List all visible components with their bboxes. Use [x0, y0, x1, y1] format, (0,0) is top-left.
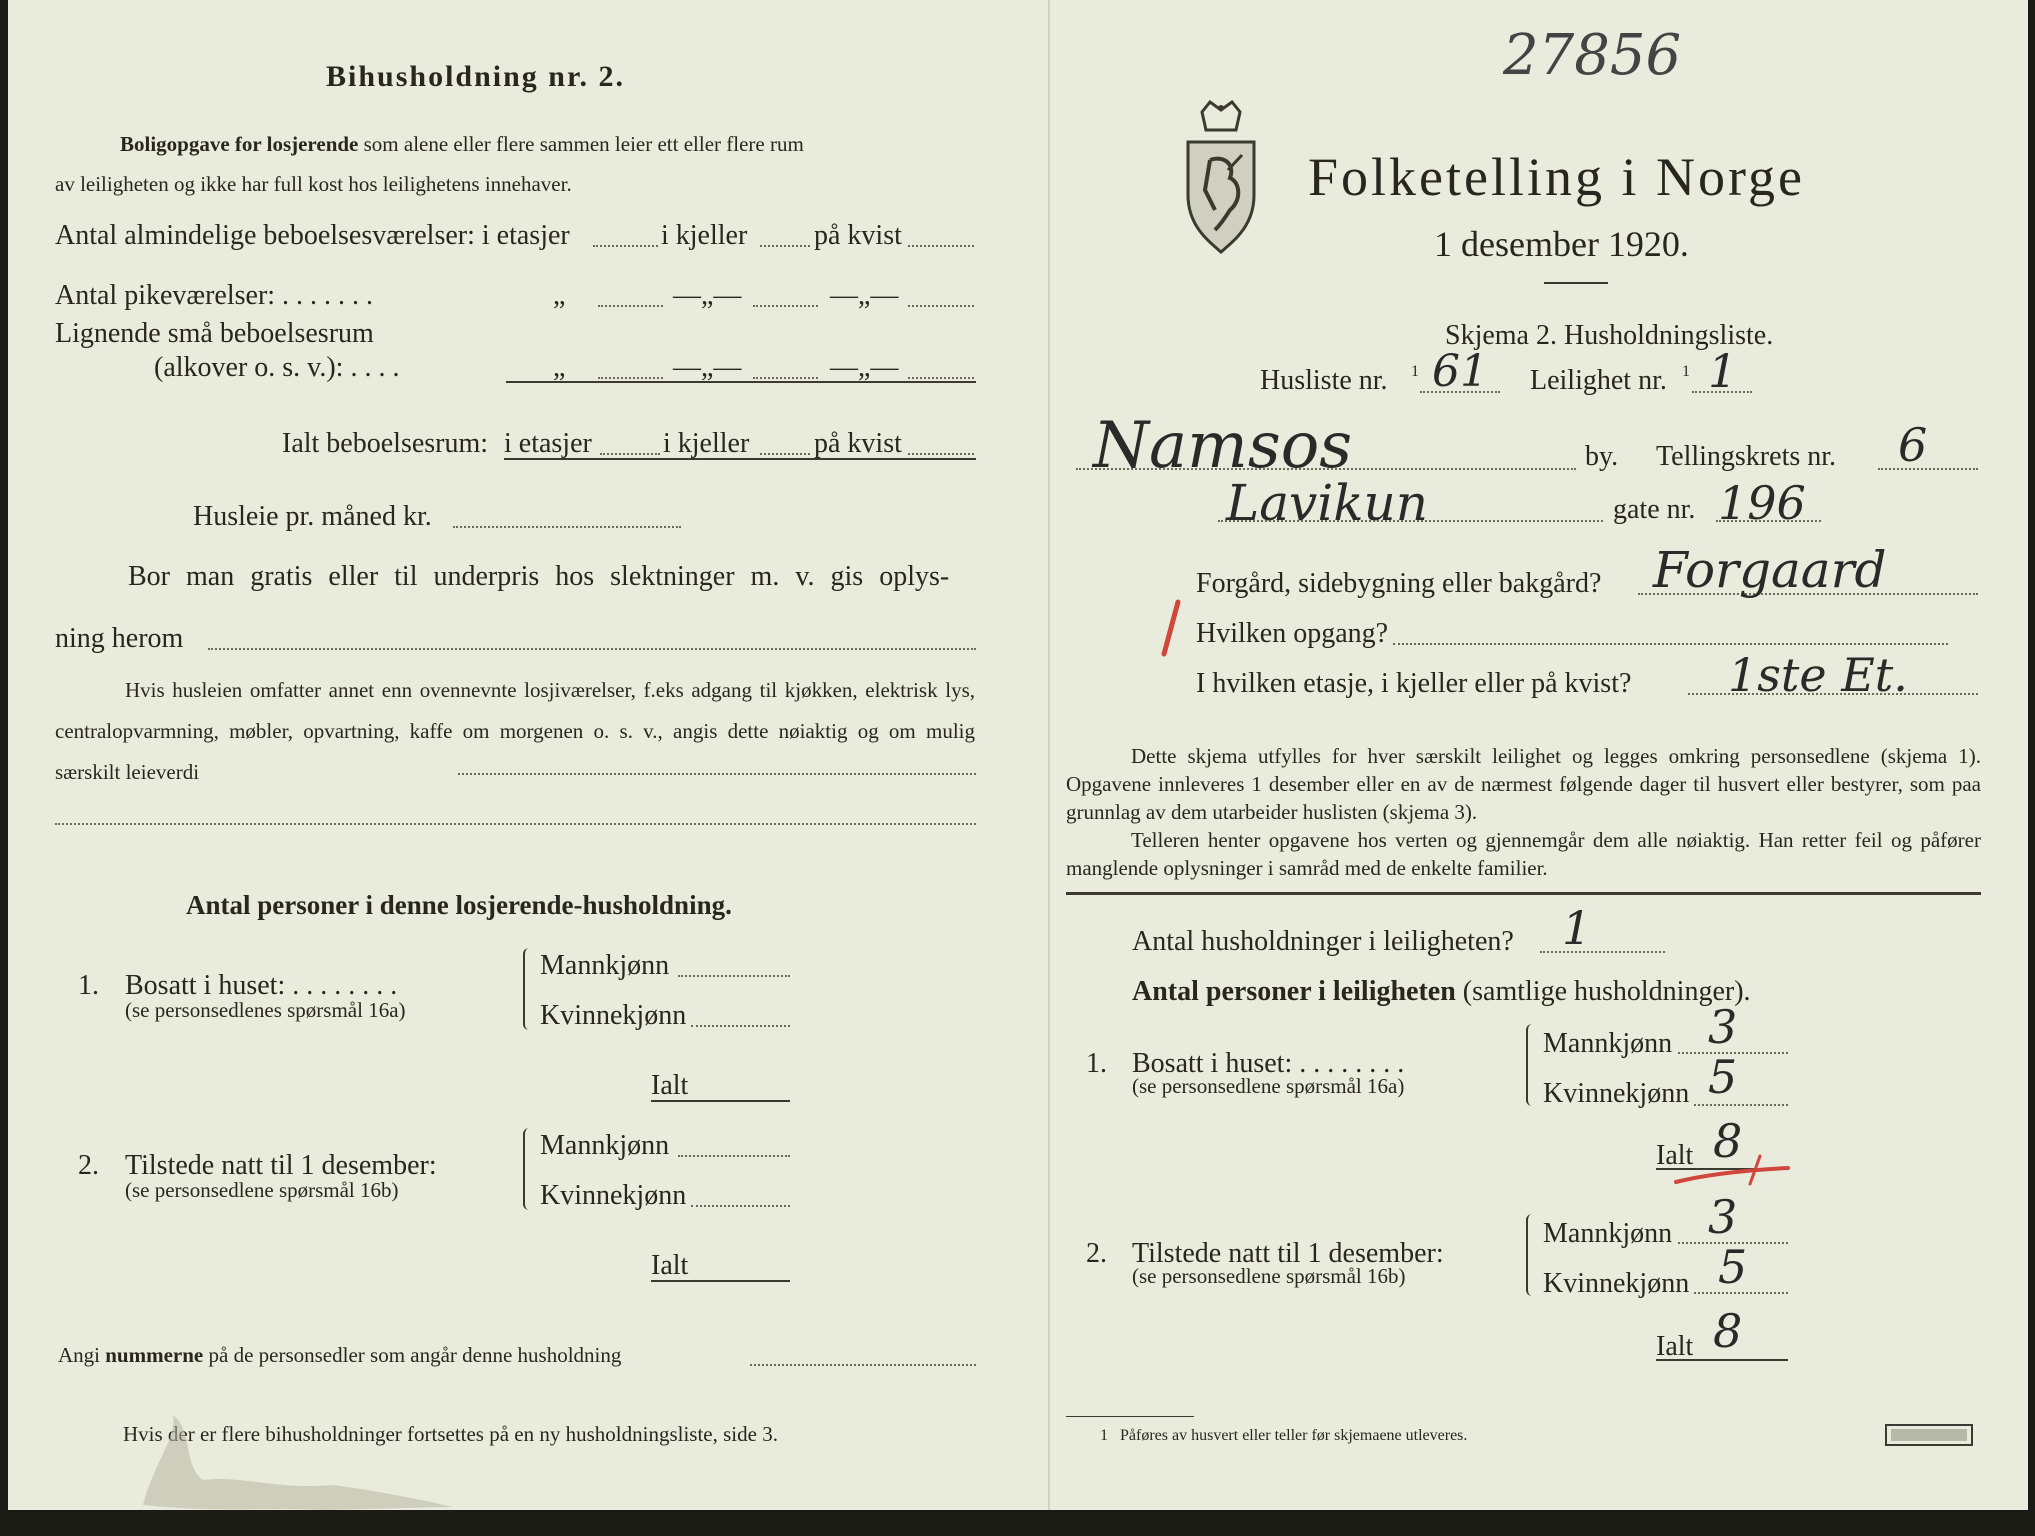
by-label: by.	[1585, 441, 1619, 472]
gratis-line-2: ning herom	[55, 623, 184, 654]
right-item2-sub: (se personsedlene spørsmål 16b)	[1132, 1264, 1406, 1288]
husliste-footnote-mark: 1	[1411, 363, 1419, 380]
instructions-2	[1066, 826, 1981, 882]
schema-label: Skjema 2. Husholdningsliste.	[1445, 320, 1774, 351]
gratis-field[interactable]	[208, 648, 976, 650]
right-persons-heading-bold: Antal personer i leiligheten	[1132, 976, 1456, 1007]
total-kjeller-label: i kjeller	[663, 428, 750, 459]
alkover-etasjer-field[interactable]	[598, 377, 663, 379]
pike-ditto-3: —„—	[830, 280, 899, 311]
etasje-value: 1ste Et.	[1728, 648, 1908, 702]
gratis-line-1: Bor man gratis eller til underpris hos slektninger m. v. gis oplys-	[128, 561, 950, 592]
right-item1-female-field[interactable]	[1694, 1104, 1788, 1106]
right-item1-label: Bosatt i huset: . . . . . . . .	[1132, 1048, 1405, 1079]
left-item1-ialt-label: Ialt	[651, 1070, 689, 1101]
gate-label: gate nr.	[1613, 494, 1696, 525]
right-item1-male-value: 3	[1708, 1000, 1738, 1054]
total-rooms-label: Ialt beboelsesrum:	[282, 428, 489, 459]
opgang-field[interactable]	[1393, 643, 1948, 645]
left-item2-brace	[523, 1128, 535, 1210]
rooms-kvist-label: på kvist	[814, 220, 902, 251]
printer-stamp-icon	[1885, 1424, 1973, 1446]
alkover-ditto-1: „	[553, 352, 566, 383]
footnote-rule	[1066, 1416, 1194, 1417]
households-field[interactable]	[1540, 951, 1665, 953]
alkover-ditto-3: —„—	[830, 352, 899, 383]
section-rule	[1066, 892, 1981, 895]
paper-stain	[123, 1395, 463, 1515]
pike-ditto-2: —„—	[673, 280, 742, 311]
instructions-1	[1066, 742, 1981, 826]
left-item1-male-label: Mannkjønn	[540, 950, 670, 981]
rooms-kjeller-label: i kjeller	[661, 220, 748, 251]
census-form-sheet	[8, 0, 2028, 1510]
pike-etasjer-field[interactable]	[598, 305, 663, 307]
title-rule	[1544, 282, 1608, 284]
instructions-1-text: Dette skjema utfylles for hver særskilt leilighet og legges omkring personsedlene (skjema 1). Opgavene innleveres 1 desember eller en av de nærmest følgende dager til husvert eller bestyrer, som paa grunnlag av dem utarbeider huslisten (skjema 3).	[1066, 744, 1981, 824]
rooms-kvist-field[interactable]	[908, 245, 974, 247]
right-item2-female-value: 5	[1718, 1240, 1748, 1294]
left-item1-female-field[interactable]	[691, 1025, 790, 1027]
rooms-etasjer-field[interactable]	[593, 245, 658, 247]
left-persons-heading: Antal personer i denne losjerende-husholdning.	[186, 890, 732, 920]
right-item1-total-value: 8	[1713, 1114, 1743, 1168]
norwegian-coat-of-arms-icon	[1180, 100, 1262, 256]
right-item2-num: 2.	[1086, 1238, 1107, 1269]
left-item2-female-label: Kvinnekjønn	[540, 1180, 687, 1211]
rent-label: Husleie pr. måned kr.	[193, 501, 432, 532]
angi-post: på de personsedler som angår denne husholdning	[208, 1343, 622, 1367]
left-item1-sub: (se personsedlenes spørsmål 16a)	[125, 998, 406, 1022]
footnote-text: Påføres av husvert eller teller før skjemaene utleveres.	[1120, 1427, 1468, 1444]
left-item1-num: 1.	[78, 970, 99, 1001]
leilighet-value: 1	[1708, 344, 1738, 398]
gate-value: 196	[1718, 476, 1806, 530]
left-item2-male-field[interactable]	[678, 1155, 790, 1157]
left-item2-male-label: Mannkjønn	[540, 1130, 670, 1161]
page-fold	[1048, 0, 1050, 1510]
left-item1-brace	[523, 948, 535, 1030]
right-item1-num: 1.	[1086, 1048, 1107, 1079]
left-item2-ialt-field[interactable]	[651, 1280, 790, 1282]
right-item2-male-label: Mannkjønn	[1543, 1218, 1673, 1249]
left-item2-sub: (se personsedlene spørsmål 16b)	[125, 1178, 399, 1202]
sum-line	[506, 381, 976, 383]
alkover-kjeller-field[interactable]	[753, 377, 818, 379]
right-item1-brace	[1526, 1024, 1538, 1106]
red-correction-mark	[1668, 1150, 1798, 1190]
intro-line-1	[120, 134, 804, 155]
right-item2-ialt-field[interactable]	[1656, 1359, 1788, 1361]
krets-field[interactable]	[1878, 468, 1978, 470]
city-field[interactable]	[1076, 468, 1576, 470]
left-item1-female-label: Kvinnekjønn	[540, 1000, 687, 1031]
forgard-value: Forgaard	[1653, 541, 1887, 599]
left-heading: Bihusholdning nr. 2.	[326, 60, 626, 93]
intro-line-2: av leiligheten og ikke har full kost hos leilighetens innehaver.	[55, 172, 572, 196]
total-kvist-field[interactable]	[908, 453, 974, 455]
right-item1-ialt-label: Ialt	[1656, 1140, 1694, 1171]
right-persons-heading	[1132, 978, 1751, 1006]
left-footer: Hvis der er flere bihusholdninger fortsettes på en ny husholdningsliste, side 3.	[123, 1422, 778, 1446]
alkover-ditto-2: —„—	[673, 352, 742, 383]
left-item1-ialt-field[interactable]	[651, 1100, 790, 1102]
right-persons-heading-rest: (samtlige husholdninger).	[1462, 976, 1751, 1007]
right-item2-male-value: 3	[1708, 1190, 1738, 1244]
angi-pre: Angi	[58, 1343, 100, 1367]
left-note-text: Hvis husleien omfatter annet enn ovennevnte losjiværelser, f.eks adgang til kjøkken, elektrisk lys, centralopvarmning, møbler, opvartning, kaffe om morgenen o. s. v., angis dette nøiaktig og om mulig særskilt leieverdi	[55, 678, 975, 784]
angi-field[interactable]	[750, 1364, 976, 1366]
total-kvist-label: på kvist	[814, 428, 902, 459]
pike-kjeller-field[interactable]	[753, 305, 818, 307]
archive-number: 27856	[1503, 23, 1682, 88]
note-field-2[interactable]	[55, 823, 976, 825]
krets-label: Tellingskrets nr.	[1656, 441, 1837, 472]
left-item2-label: Tilstede natt til 1 desember:	[125, 1150, 437, 1181]
intro-rest: som alene eller flere sammen leier ett eller flere rum	[363, 132, 804, 156]
forgard-label: Forgård, sidebygning eller bakgård?	[1196, 568, 1602, 599]
red-check-mark	[1156, 598, 1186, 658]
intro-bold: Boligopgave for losjerende	[120, 132, 359, 156]
main-title: Folketelling i Norge	[1308, 147, 1805, 207]
left-item1-label: Bosatt i huset: . . . . . . . .	[125, 970, 398, 1001]
rent-field[interactable]	[453, 526, 681, 528]
total-underline	[504, 458, 976, 460]
opgang-label: Hvilken opgang?	[1196, 618, 1389, 649]
krets-value: 6	[1898, 418, 1928, 472]
pike-label: Antal pikeværelser: . . . . . . .	[55, 280, 374, 311]
small-rooms-label: Lignende små beboelsesrum	[55, 318, 374, 349]
left-item2-female-field[interactable]	[691, 1205, 790, 1207]
right-item1-female-label: Kvinnekjønn	[1543, 1078, 1690, 1109]
angi-line	[58, 1345, 621, 1366]
angi-bold: nummerne	[105, 1343, 204, 1367]
right-item2-label: Tilstede natt til 1 desember:	[1132, 1238, 1444, 1269]
total-kjeller-field[interactable]	[760, 453, 810, 455]
households-label: Antal husholdninger i leiligheten?	[1132, 926, 1514, 957]
footnote-num: 1	[1100, 1427, 1108, 1444]
etasje-label: I hvilken etasje, i kjeller eller på kvist?	[1196, 668, 1632, 699]
alkover-kvist-field[interactable]	[908, 377, 974, 379]
rooms-label: Antal almindelige beboelsesværelser: i etasjer	[55, 220, 570, 251]
right-item2-total-value: 8	[1713, 1304, 1743, 1358]
city-value: Namsos	[1093, 409, 1353, 483]
instructions-2-text: Telleren henter opgavene hos verten og gjennemgår dem alle nøiaktig. Han retter feil og påfører manglende oplysninger i samråd med de enkelte familier.	[1066, 828, 1981, 880]
husliste-value: 61	[1432, 346, 1488, 397]
leilighet-footnote-mark: 1	[1682, 363, 1690, 380]
right-item2-female-label: Kvinnekjønn	[1543, 1268, 1690, 1299]
husliste-label: Husliste nr.	[1260, 365, 1388, 396]
left-item2-num: 2.	[78, 1150, 99, 1181]
right-item2-ialt-label: Ialt	[1656, 1331, 1694, 1362]
street-value: Lavikun	[1226, 474, 1428, 532]
right-item1-sub: (se personsedlene spørsmål 16a)	[1132, 1074, 1405, 1098]
leilighet-label: Leilighet nr.	[1530, 365, 1667, 396]
alkover-label: (alkover o. s. v.): . . . .	[154, 352, 400, 383]
left-item2-ialt-label: Ialt	[651, 1250, 689, 1281]
note-field[interactable]	[458, 773, 976, 775]
street-field[interactable]	[1218, 520, 1603, 522]
pike-kvist-field[interactable]	[908, 305, 974, 307]
households-value: 1	[1562, 901, 1592, 955]
right-item2-brace	[1526, 1214, 1538, 1296]
right-item1-female-value: 5	[1708, 1050, 1738, 1104]
census-date: 1 desember 1920.	[1434, 224, 1689, 264]
rooms-kjeller-field[interactable]	[760, 245, 810, 247]
left-item1-male-field[interactable]	[678, 975, 790, 977]
total-etasjer-label: i etasjer	[504, 428, 592, 459]
right-item1-male-label: Mannkjønn	[1543, 1028, 1673, 1059]
total-etasjer-field[interactable]	[600, 453, 660, 455]
pike-ditto-1: „	[553, 280, 566, 311]
